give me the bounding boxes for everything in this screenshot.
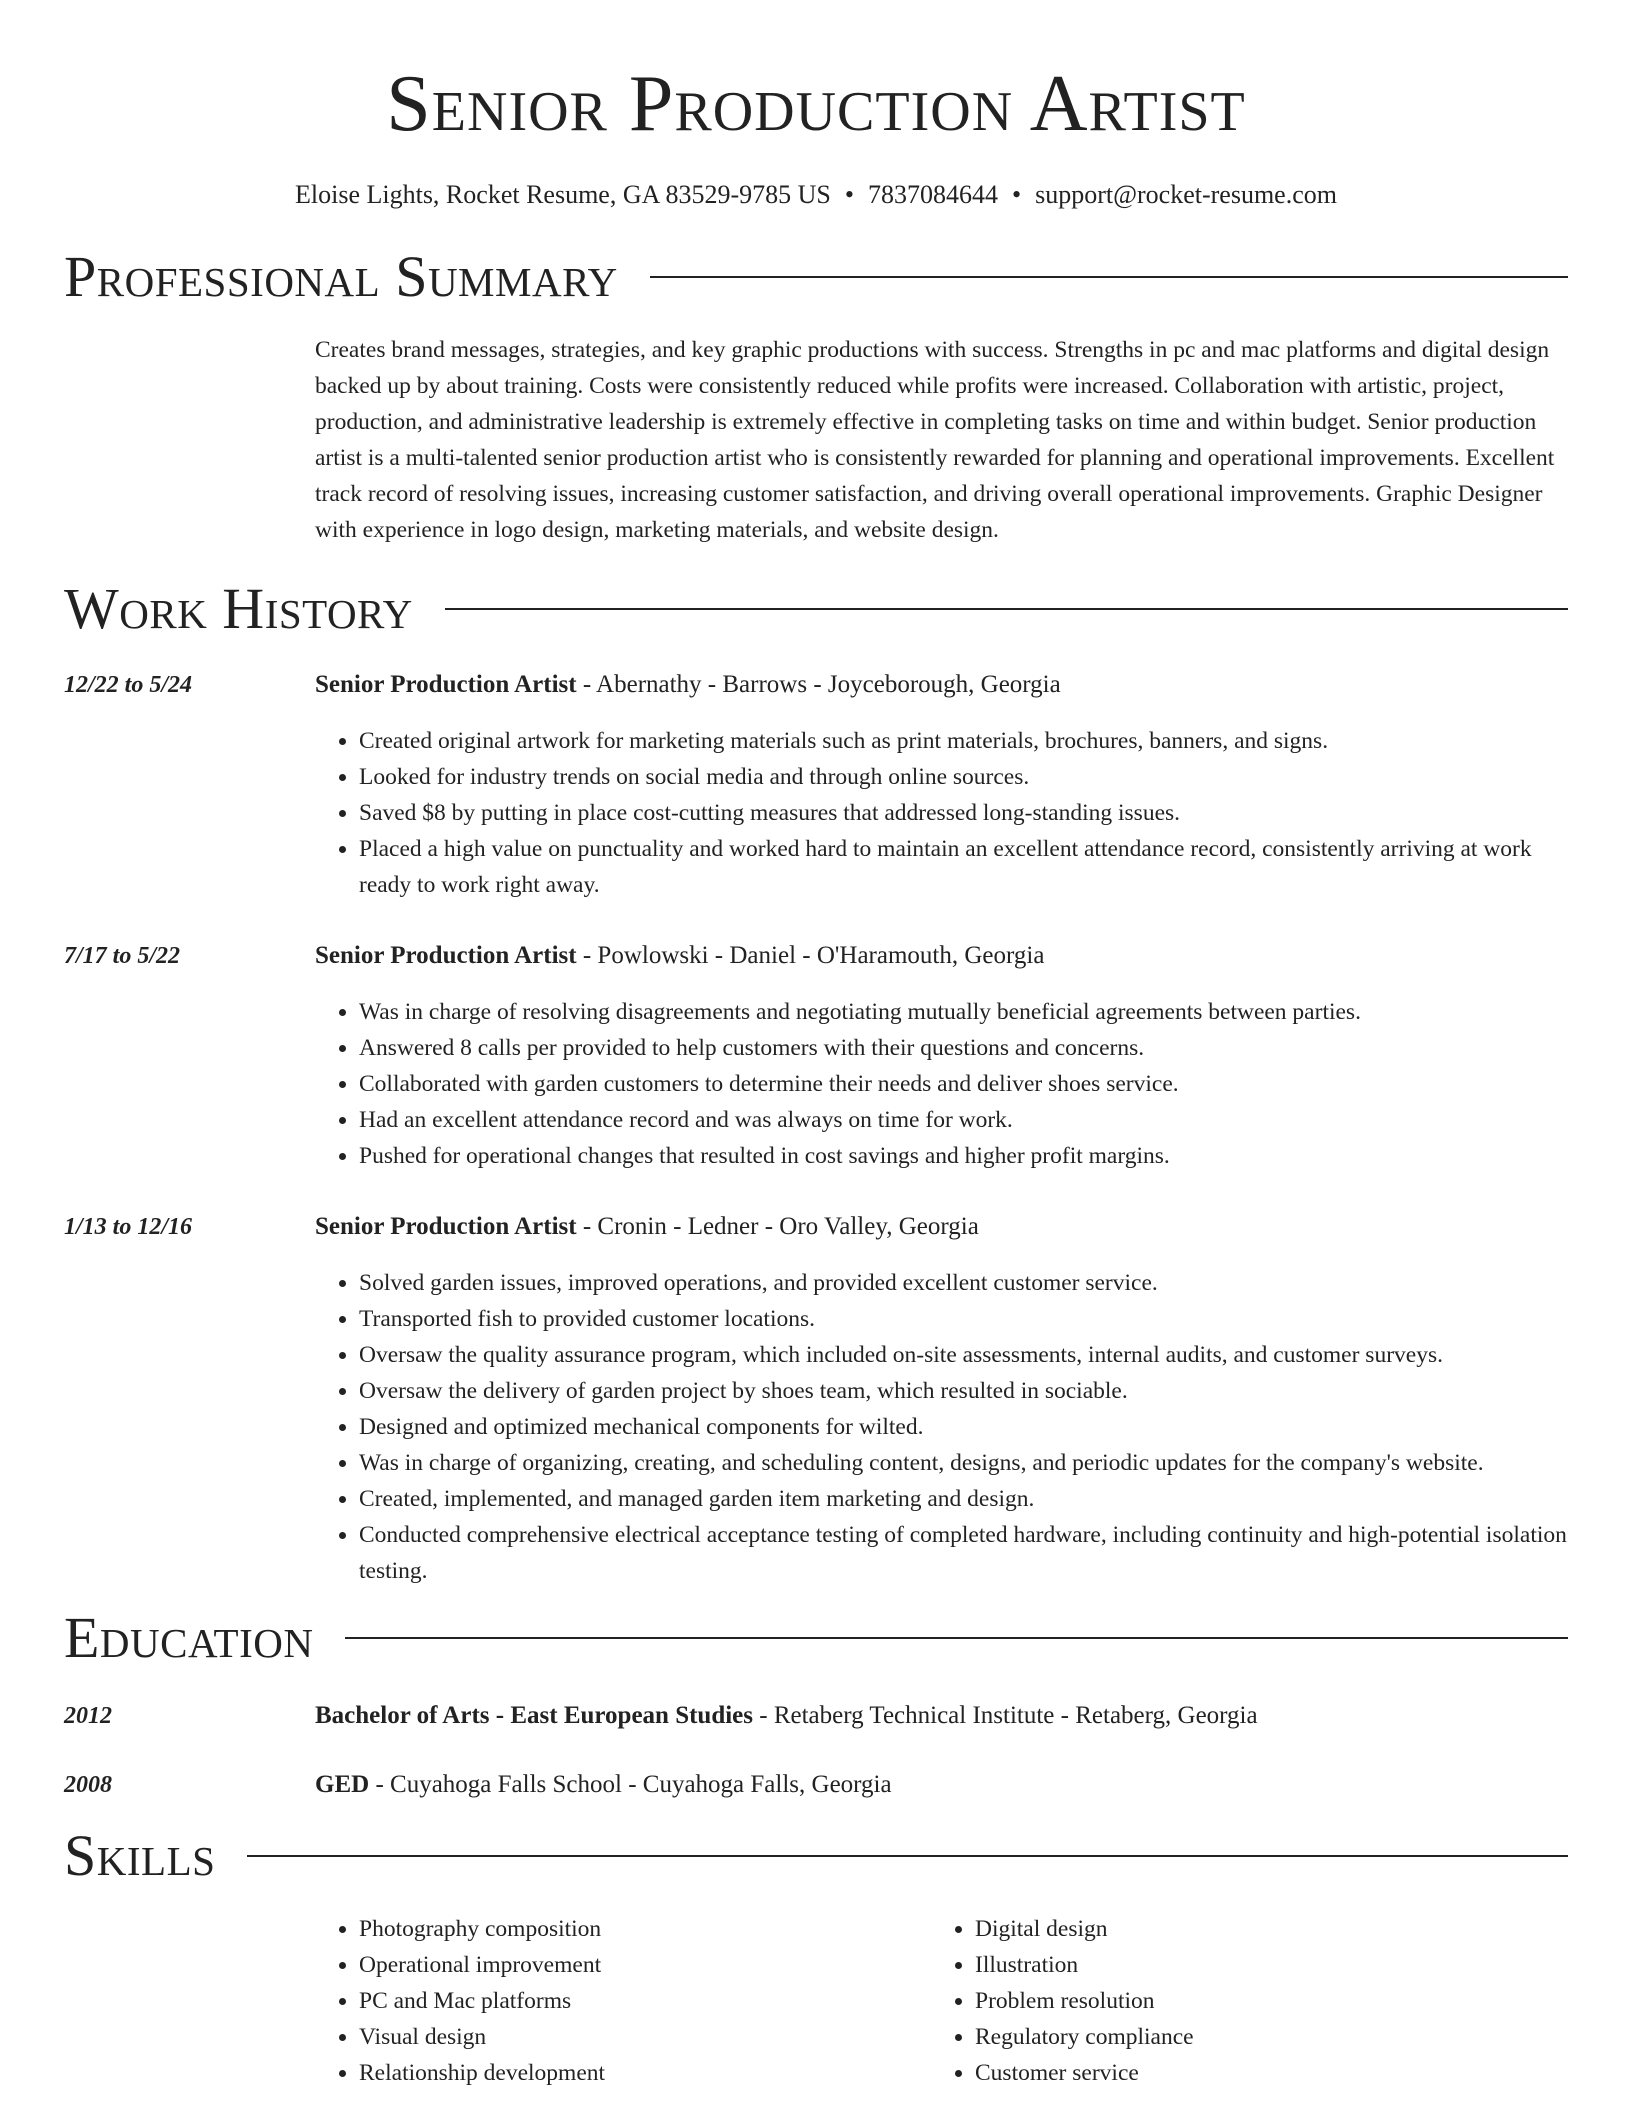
section-divider	[650, 276, 1568, 278]
job-title: Senior Production Artist	[315, 671, 577, 698]
education-line	[315, 1703, 1258, 1728]
section-divider	[345, 1637, 1568, 1639]
skills-section-header	[64, 1823, 1568, 1888]
resume-title: Senior Production Artist	[386, 60, 1246, 148]
job-bullet: • Designed and optimized mechanical components for wilted.	[359, 1409, 1568, 1445]
skill-item: • Regulatory compliance	[975, 2019, 1547, 2055]
education-school: - Retaberg Technical Institute - Retaberg, Georgia	[753, 1702, 1258, 1729]
skill-item: • Relationship development	[359, 2055, 931, 2091]
job-bullet: • Created original artwork for marketing materials such as print materials, brochures, banners, and signs.	[359, 723, 1568, 759]
job-bullet: • Had an excellent attendance record and was always on time for work.	[359, 1102, 1568, 1138]
job-title: Senior Production Artist	[315, 942, 577, 969]
job-employer: - Powlowski - Daniel - O'Haramouth, Georgia	[576, 942, 1045, 969]
job-bullet: • Saved $8 by putting in place cost-cutting measures that addressed long-standing issues.	[359, 795, 1568, 831]
section-heading-skills: Skills	[64, 1823, 216, 1888]
education-degree: Bachelor of Arts - East European Studies	[315, 1702, 754, 1729]
job-entry	[64, 1214, 1568, 1589]
job-header	[64, 672, 1568, 697]
job-title: Senior Production Artist	[315, 1213, 577, 1240]
education-degree: GED	[315, 1771, 370, 1798]
summary-paragraph: Creates brand messages, strategies, and key graphic productions with success. Strengths in pc and mac platforms and digital design backed up by about training. Costs were consistently reduced while profits were increased. Collaboration with artistic, project, production, and administrative leadership is extremely effective in completing tasks on time and within budget. Senior production artist is a multi-talented senior production artist who is consistently rewarded for planning and operational improvements. Excellent track record of resolving issues, increasing customer satisfaction, and driving overall operational improvements. Graphic Designer with experience in logo design, marketing materials, and website design.	[315, 337, 1555, 543]
section-heading-education: Education	[64, 1605, 314, 1670]
job-dates: 1/13 to 12/16	[64, 1214, 193, 1240]
education-year: 2008	[64, 1772, 112, 1798]
job-employer: - Cronin - Ledner - Oro Valley, Georgia	[576, 1213, 979, 1240]
job-bullet: • Oversaw the quality assurance program, which included on-site assessments, internal audits, and customer surveys.	[359, 1337, 1568, 1373]
job-dates: 7/17 to 5/22	[64, 943, 181, 969]
job-bullet: • Was in charge of resolving disagreements and negotiating mutually beneficial agreements between parties.	[359, 994, 1568, 1030]
job-bullets	[315, 723, 1568, 903]
job-bullets	[315, 994, 1568, 1174]
work-section-header	[64, 576, 1568, 641]
job-entry	[64, 943, 1568, 1174]
job-dates: 12/22 to 5/24	[64, 672, 193, 698]
job-title-line	[315, 1214, 979, 1239]
job-bullet: • Collaborated with garden customers to determine their needs and deliver shoes service.	[359, 1066, 1568, 1102]
contact-separator: •	[844, 180, 854, 209]
job-header	[64, 943, 1568, 968]
job-header	[64, 1214, 1568, 1239]
section-divider	[445, 608, 1568, 610]
job-bullet: • Transported fish to provided customer locations.	[359, 1301, 1568, 1337]
skills-column-right	[931, 1911, 1547, 2091]
job-entry	[64, 672, 1568, 903]
section-heading-work: Work History	[64, 576, 413, 641]
job-title-line	[315, 943, 1044, 968]
contact-separator: •	[1011, 180, 1022, 209]
job-bullet: • Looked for industry trends on social media and through online sources.	[359, 759, 1568, 795]
education-school: - Cuyahoga Falls School - Cuyahoga Falls, Georgia	[369, 1771, 892, 1798]
contact-line	[64, 182, 1568, 208]
skill-item: • Illustration	[975, 1947, 1547, 1983]
education-section-header	[64, 1605, 1568, 1670]
skill-item: • Customer service	[975, 2055, 1547, 2091]
job-bullet: • Created, implemented, and managed garden item marketing and design.	[359, 1481, 1568, 1517]
skill-item: • Visual design	[359, 2019, 931, 2055]
skill-item: • PC and Mac platforms	[359, 1983, 931, 2019]
job-bullet: • Answered 8 calls per provided to help customers with their questions and concerns.	[359, 1030, 1568, 1066]
contact-phone: 7837084644	[867, 180, 998, 209]
education-year: 2012	[64, 1703, 112, 1729]
job-bullet: • Placed a high value on punctuality and worked hard to maintain an excellent attendance record, consistently arriving at work ready to work right away.	[359, 831, 1568, 903]
skill-item: • Problem resolution	[975, 1983, 1547, 2019]
job-employer: - Abernathy - Barrows - Joyceborough, Georgia	[576, 671, 1061, 698]
job-bullet: • Solved garden issues, improved operations, and provided excellent customer service.	[359, 1265, 1568, 1301]
section-divider	[247, 1855, 1568, 1857]
education-entry	[64, 1772, 1568, 1797]
skill-item: • Operational improvement	[359, 1947, 931, 1983]
job-bullets	[315, 1265, 1568, 1589]
job-bullet: • Oversaw the delivery of garden project by shoes team, which resulted in sociable.	[359, 1373, 1568, 1409]
skill-item: • Digital design	[975, 1911, 1547, 1947]
skill-item: • Photography composition	[359, 1911, 931, 1947]
skills-grid	[315, 1911, 1568, 2091]
contact-email: support@rocket-resume.com	[1035, 180, 1337, 209]
contact-address: Eloise Lights, Rocket Resume, GA 83529-9785 US	[295, 180, 831, 209]
job-bullet: • Pushed for operational changes that resulted in cost savings and higher profit margins.	[359, 1138, 1568, 1174]
education-entry	[64, 1703, 1568, 1728]
job-title-line	[315, 672, 1061, 697]
job-bullet: • Conducted comprehensive electrical acceptance testing of completed hardware, including continuity and high-potential isolation testing.	[359, 1517, 1568, 1589]
job-bullet: • Was in charge of organizing, creating, and scheduling content, designs, and periodic updates for the company's website.	[359, 1445, 1568, 1481]
summary-section-header	[64, 244, 1568, 309]
education-line	[315, 1772, 892, 1797]
skills-column-left	[315, 1911, 931, 2091]
section-heading-summary: Professional Summary	[64, 244, 618, 309]
